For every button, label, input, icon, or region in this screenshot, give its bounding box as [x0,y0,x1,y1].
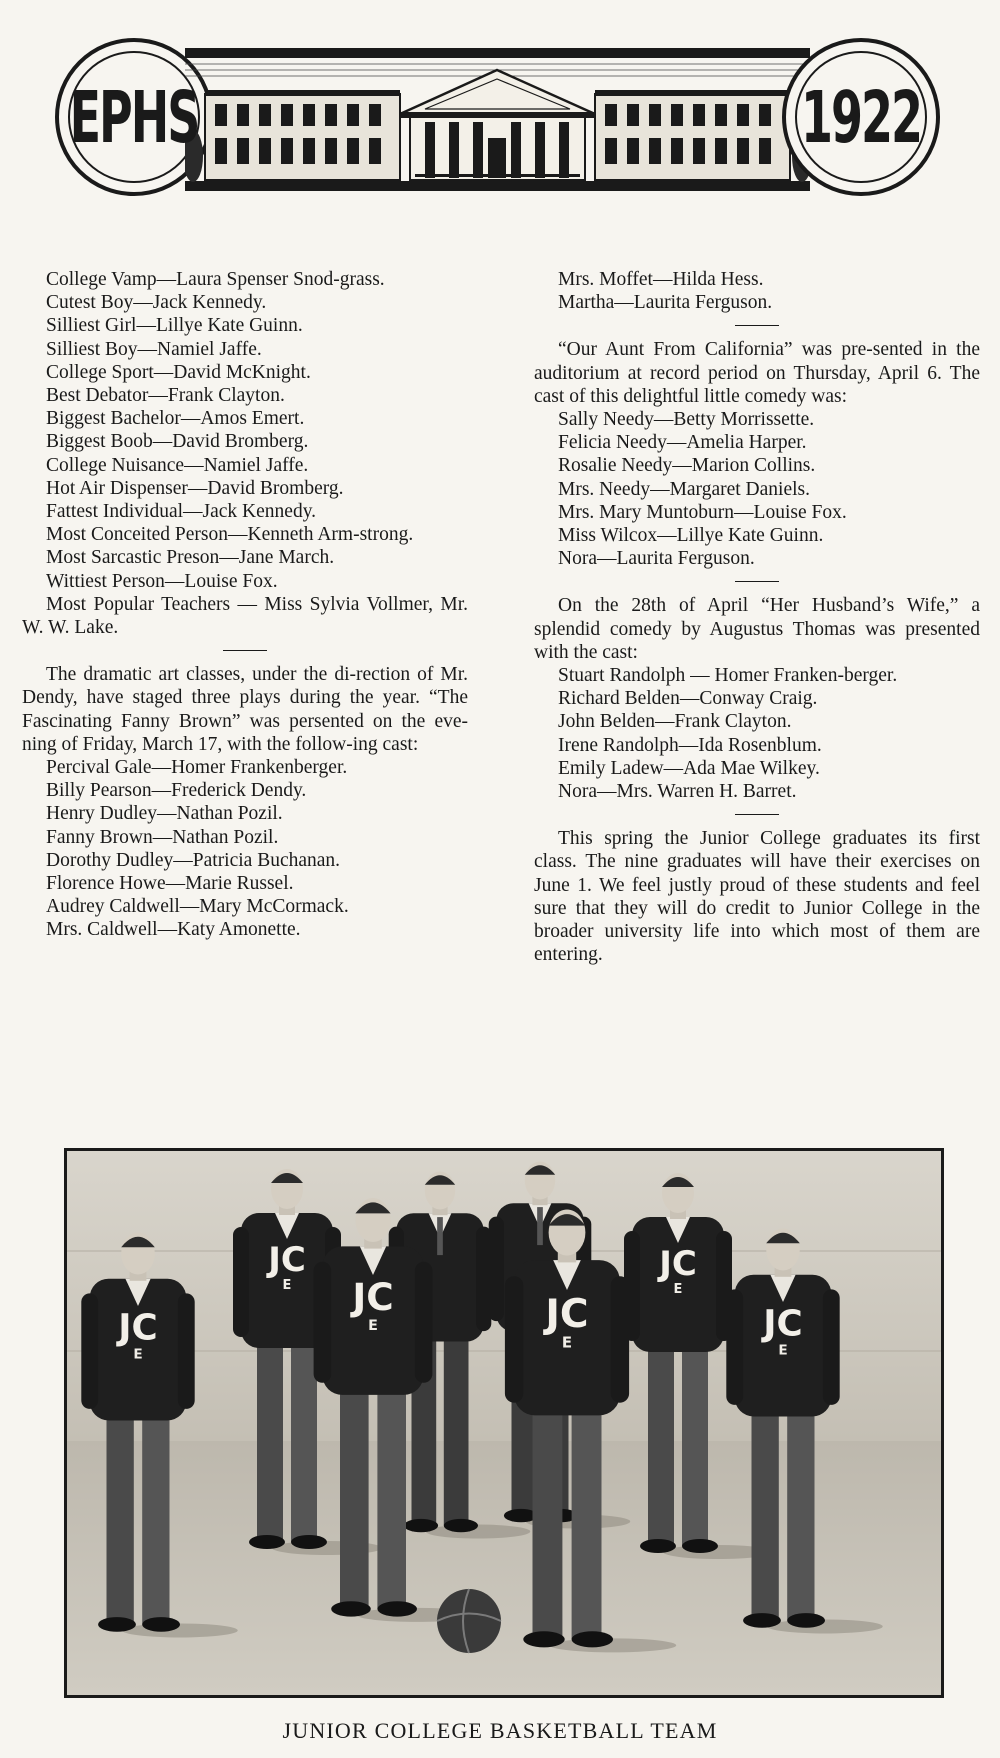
cast-item: Henry Dudley—Nathan Pozil. [46,803,283,825]
cast-item: Billy Pearson—Frederick Dendy. [46,780,307,802]
award-item: Best Debator—Frank Clayton. [46,385,285,407]
cast-item: Miss Wilcox—Lillye Kate Guinn. [558,525,824,547]
cast-item: Fanny Brown—Nathan Pozil. [46,826,279,848]
cast-item: Richard Belden—Conway Craig. [558,688,818,710]
sweater-letters: JC [545,1291,589,1337]
photo-caption: JUNIOR COLLEGE BASKETBALL TEAM [282,1718,718,1743]
cast-item: Martha—Laurita Ferguson. [558,292,773,314]
sweater-sub-letter: E [133,1346,143,1363]
cast-item: Audrey Caldwell—Mary McCormack. [46,896,349,918]
ephs-seal [55,38,213,196]
cast-item: Mrs. Moffet—Hilda Hess. [558,269,764,290]
basketball [437,1589,501,1653]
cast-item: Emily Ladew—Ada Mae Wilkey. [558,757,820,779]
award-item: Silliest Boy—Namiel Jaffe. [46,338,262,360]
header-banner [55,38,940,198]
right-column [534,268,980,966]
section-divider [735,814,779,815]
cast-item: John Belden—Frank Clayton. [558,711,792,733]
sweater-sub-letter: E [673,1282,683,1297]
aunt-intro-paragraph: “Our Aunt From California” was pre-sented in the auditorium at record period on Thursday, April 6. The cast of this delightful little comedy was: [534,339,980,407]
sweater-letters: JC [352,1275,394,1320]
cast-item: Mrs. Caldwell—Katy Amonette. [46,919,301,941]
section-divider [735,325,779,326]
year-seal [782,38,940,196]
cast-item: Florence Howe—Marie Russel. [46,873,294,895]
section-divider [223,650,267,651]
award-item: College Sport—David McKnight. [46,361,311,383]
sweater-letters: JC [763,1303,803,1345]
year-seal-text: 1922 [800,75,922,159]
fanny-brown-cast-continued [534,268,980,314]
closing-paragraph: This spring the Junior College graduates its first class. The nine graduates will have their exercises on June 1. We feel justly proud of these students and feel sure that they will do credit to Junior College in the broader university life into which most of them are entering. [534,828,980,966]
sweater-letters: JC [118,1307,158,1349]
award-item: Most Popular Teachers — Miss Sylvia Vollmer, Mr. W. W. Lake. [22,593,468,639]
cast-item: Nora—Mrs. Warren H. Barret. [558,781,797,803]
award-item: Wittiest Person—Louise Fox. [46,570,278,592]
award-item: Silliest Girl—Lillye Kate Guinn. [46,315,303,337]
cast-item: Dorothy Dudley—Patricia Buchanan. [46,849,341,871]
award-item: Fattest Individual—Jack Kennedy. [46,501,317,523]
aunt-cast-list [534,408,980,570]
cast-item: Sally Needy—Betty Morrissette. [558,409,815,431]
drama-intro-paragraph: The dramatic art classes, under the di-rection of Mr. Dendy, have staged three plays during the year. “The Fascinating Fanny Brown” was persented on the eve-ning of Friday, March 17, with the follow-ing cast: [22,664,468,755]
award-item: Most Conceited Person—Kenneth Arm-strong. [46,524,414,546]
cast-item: Irene Randolph—Ida Rosenblum. [558,734,822,756]
cast-item: Mrs. Mary Muntoburn—Louise Fox. [558,501,847,523]
sweater-letters: JC [268,1240,306,1280]
ephs-seal-text: EPHS [69,75,199,159]
sweater-sub-letter: E [778,1342,788,1359]
section-divider [735,581,779,582]
cast-item: Rosalie Needy—Marion Collins. [558,455,816,477]
cast-item: Percival Gale—Homer Frankenberger. [46,757,348,779]
cast-item: Mrs. Needy—Margaret Daniels. [558,478,810,500]
cast-item: Felicia Needy—Amelia Harper. [558,432,807,454]
award-item: Biggest Boob—David Bromberg. [46,431,309,453]
award-item: Most Sarcastic Preson—Jane March. [46,547,335,569]
school-building-illustration [185,46,810,191]
sweater-sub-letter: E [282,1278,292,1293]
award-item: Hot Air Dispenser—David Bromberg. [46,477,344,499]
cast-item: Nora—Laurita Ferguson. [558,548,755,570]
team-photo [64,1148,944,1698]
husband-intro-paragraph: On the 28th of April “Her Husband’s Wife,” a splendid comedy by Augustus Thomas was presented with the cast: [534,595,980,663]
husband-cast-list [534,664,980,803]
fanny-brown-cast-list [22,756,468,942]
sweater-letters: JC [659,1244,697,1284]
award-item: College Nuisance—Namiel Jaffe. [46,454,309,476]
sweater-sub-letter: E [368,1318,378,1334]
award-item: Cutest Boy—Jack Kennedy. [46,292,267,314]
award-item: College Vamp—Laura Spenser Snod-grass. [46,269,385,290]
awards-list [22,268,468,639]
team-photo-illustration [67,1151,941,1695]
award-item: Biggest Bachelor—Amos Emert. [46,408,305,430]
left-column [22,268,468,942]
sweater-sub-letter: E [561,1333,573,1352]
cast-item: Stuart Randolph — Homer Franken-berger. [558,665,898,687]
